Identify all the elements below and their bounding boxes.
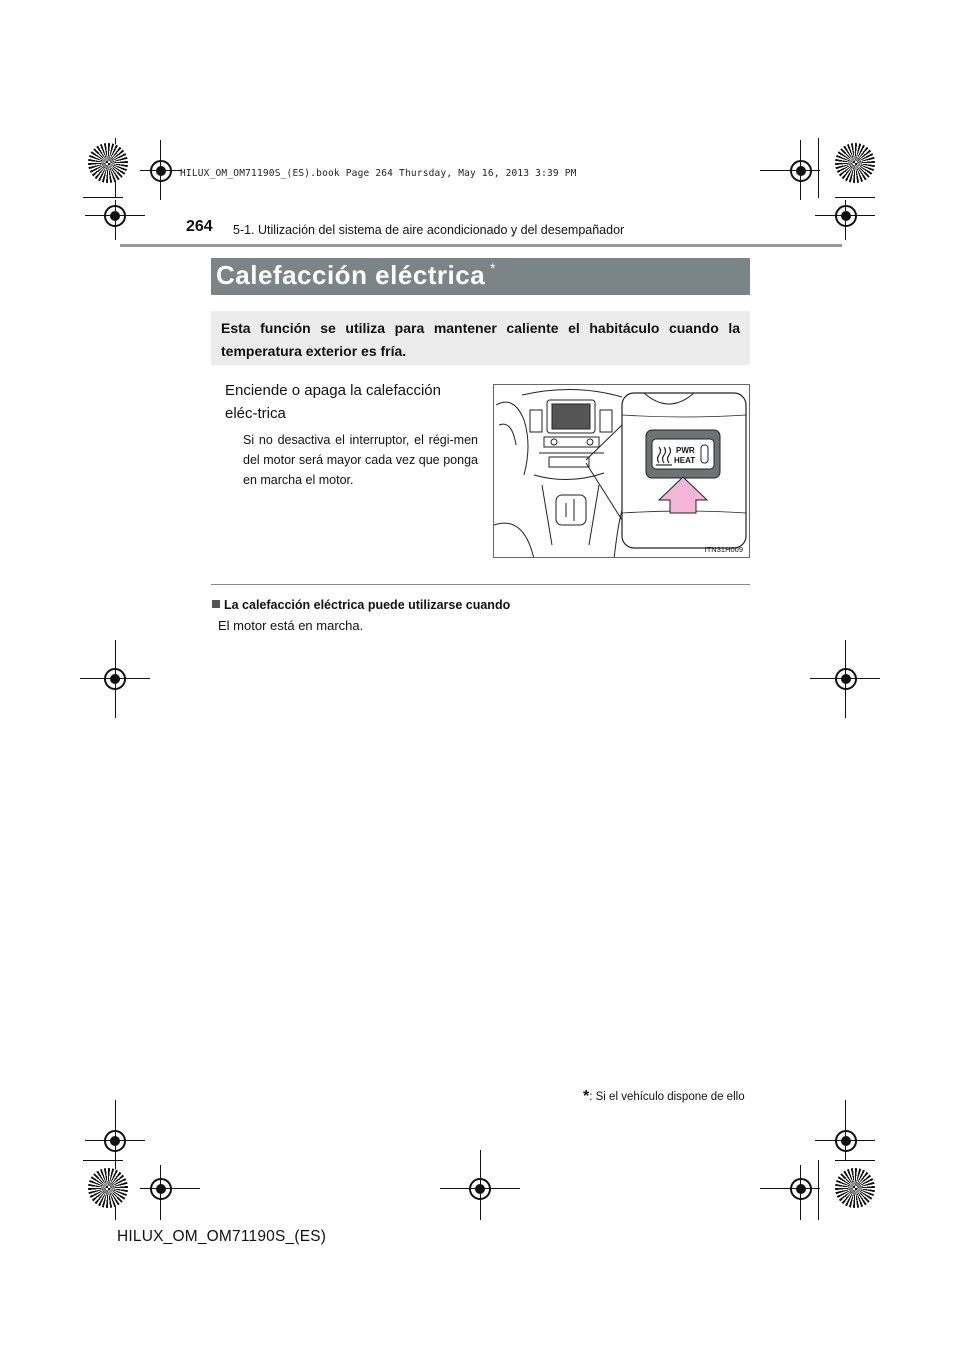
registration-line <box>160 140 161 200</box>
registration-mark-icon <box>790 160 812 182</box>
crop-mark <box>818 138 819 198</box>
section-title: Calefacción eléctrica <box>216 260 486 290</box>
crop-mark <box>83 1160 123 1161</box>
indicator-light <box>701 445 708 463</box>
page-number: 264 <box>186 218 213 235</box>
intro-box <box>211 311 750 365</box>
registration-mark-icon <box>790 1178 812 1200</box>
registration-target-icon <box>88 143 128 183</box>
info-heading-text: La calefacción eléctrica puede utilizarse cuando <box>224 598 511 612</box>
crop-mark <box>835 197 875 198</box>
book-stamp: HILUX_OM_OM71190S_(ES).book Page 264 Thursday, May 16, 2013 3:39 PM <box>180 168 577 179</box>
document-id: HILUX_OM_OM71190S_(ES) <box>117 1228 327 1245</box>
registration-line <box>480 1150 481 1220</box>
dashboard-illustration <box>494 385 750 558</box>
registration-line <box>845 1100 846 1160</box>
footnote-asterisk: * <box>583 1088 590 1105</box>
footnote-text: : Si el vehículo dispone de ello <box>589 1091 745 1103</box>
registration-line <box>115 200 116 240</box>
crop-mark <box>818 1160 819 1220</box>
registration-mark-icon <box>150 160 172 182</box>
registration-line <box>760 1188 820 1189</box>
registration-line <box>140 1188 200 1189</box>
registration-line <box>160 1165 161 1220</box>
switch-label-pwr: PWR <box>676 446 695 455</box>
square-bullet-icon <box>212 600 220 608</box>
registration-line <box>115 1100 116 1160</box>
info-body: El motor está en marcha. <box>218 618 364 633</box>
registration-line <box>800 1165 801 1220</box>
header-rule <box>120 244 842 247</box>
registration-mark-icon <box>835 668 857 690</box>
registration-target-icon <box>88 1168 128 1208</box>
footnote <box>583 1088 745 1106</box>
crop-mark <box>835 1160 875 1161</box>
running-header: 5-1. Utilización del sistema de aire acondicionado y del desempañador <box>233 223 625 237</box>
section-divider <box>211 584 750 585</box>
registration-mark-icon <box>150 1178 172 1200</box>
registration-line <box>760 170 820 171</box>
title-asterisk: * <box>490 260 496 276</box>
registration-line <box>115 640 116 718</box>
crop-mark <box>83 197 123 198</box>
registration-line <box>845 640 846 718</box>
figure-code: ITN31H009 <box>704 545 743 554</box>
step-instruction: Enciende o apaga la calefacción eléc-trica <box>225 382 441 422</box>
switch-label-heat: HEAT <box>674 456 696 465</box>
registration-target-icon <box>835 1168 875 1208</box>
info-heading <box>212 598 510 612</box>
intro-text: Esta función se utiliza para mantener caliente el habitáculo cuando la temperatura exterior es fría. <box>221 320 740 359</box>
registration-line <box>140 170 182 171</box>
registration-mark-icon <box>835 205 857 227</box>
dashboard-figure <box>493 384 750 558</box>
registration-line <box>845 200 846 240</box>
registration-line <box>800 140 801 200</box>
step-note: Si no desactiva el interruptor, el régi-men del motor será mayor cada vez que ponga en marcha el motor. <box>243 433 478 487</box>
registration-mark-icon <box>835 1130 857 1152</box>
registration-target-icon <box>835 143 875 183</box>
